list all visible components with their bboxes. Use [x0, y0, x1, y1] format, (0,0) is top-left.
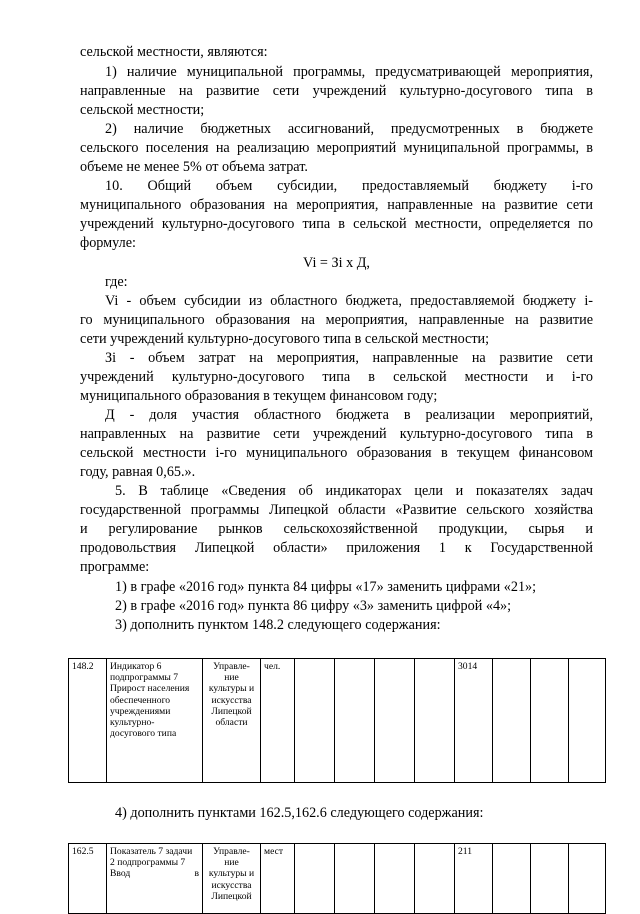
unit: чел.: [261, 659, 295, 783]
empty-cell: [493, 844, 531, 914]
text-line: программе:: [80, 559, 150, 575]
empty-cell: [335, 844, 375, 914]
text-line: 2) наличие бюджетных ассигнований, предусмотренных в бюджете: [105, 121, 593, 137]
indicator-name-word: Ввод: [110, 868, 131, 880]
table-row: [69, 844, 606, 914]
text-line: 5. В таблице «Сведения об индикаторах цели и показателях задач: [115, 483, 593, 499]
text-line: сельского поселения на реализацию мероприятий муниципальной программы, в: [80, 140, 593, 156]
empty-cell: [415, 659, 455, 783]
responsible-body: Управле-ние культуры и искусства Липецкой: [203, 844, 261, 914]
text-line: 3) дополнить пунктом 148.2 следующего содержания:: [115, 617, 441, 633]
text-line: направленных на развитие сети учреждений культурно-досугового типа в: [80, 426, 593, 442]
unit: мест: [261, 844, 295, 914]
text-line: Д - доля участия областного бюджета в реализации мероприятий,: [105, 407, 593, 423]
text-line: муниципального образования в текущем финансовом году;: [80, 388, 438, 404]
table-row: [69, 659, 606, 783]
text-line: направленные на развитие сети учреждений культурно-досугового типа в: [80, 83, 593, 99]
value-cell: 211: [455, 844, 493, 914]
text-line: 4) дополнить пунктами 162.5,162.6 следующего содержания:: [115, 805, 484, 821]
formula: Vi = Зi х Д,: [303, 255, 370, 271]
text-line: 10. Общий объем субсидии, предоставляемый бюджету i-го: [105, 178, 593, 194]
empty-cell: [335, 659, 375, 783]
text-line: формуле:: [80, 235, 136, 251]
empty-cell: [415, 844, 455, 914]
indicator-name-word: в: [194, 868, 199, 880]
indicator-table-148-2: [68, 658, 606, 783]
text-line: сельской местности i-го муниципального образования в текущем финансовом: [80, 445, 593, 461]
text-line: 2) в графе «2016 год» пункта 86 цифру «3» заменить цифрой «4»;: [115, 598, 512, 614]
empty-cell: [569, 844, 606, 914]
text-line: 1) наличие муниципальной программы, предусматривающей мероприятия,: [105, 64, 593, 80]
indicator-table-162-5: [68, 843, 606, 914]
empty-cell: [569, 659, 606, 783]
text-line: сети учреждений культурно-досугового типа в сельской местности;: [80, 331, 490, 347]
text-line: продовольствия Липецкой области» приложения 1 к Государственной: [80, 540, 593, 556]
row-number: 148.2: [69, 659, 107, 783]
text-line: году, равная 0,65.».: [80, 464, 196, 480]
empty-cell: [375, 659, 415, 783]
indicator-name: Индикатор 6 подпрограммы 7 Прирост населения обеспеченного учреждениями культурно-досугового типа: [107, 659, 203, 783]
empty-cell: [531, 844, 569, 914]
text-line: сельской местности, являются:: [80, 44, 268, 60]
text-line: где:: [105, 274, 128, 290]
text-line: объеме не менее 5% от объема затрат.: [80, 159, 308, 175]
indicator-name-text: Показатель 7 задачи 2 подпрограммы 7: [110, 846, 193, 869]
responsible-body: Управле-ние культуры и искусства Липецкой области: [203, 659, 261, 783]
text-line: учреждений культурно-досугового типа в сельской местности и i-го: [80, 369, 593, 385]
empty-cell: [295, 844, 335, 914]
empty-cell: [375, 844, 415, 914]
value-cell: 3014: [455, 659, 493, 783]
empty-cell: [493, 659, 531, 783]
empty-cell: [295, 659, 335, 783]
text-line: муниципального образования на мероприятия, направленные на развитие сети: [80, 197, 593, 213]
text-line: Vi - объем субсидии из областного бюджета, предоставляемой бюджету i-: [105, 293, 593, 309]
row-number: 162.5: [69, 844, 107, 914]
text-line: сельской местности;: [80, 102, 205, 118]
text-line: Зi - объем затрат на мероприятия, направленные на развитие сети: [105, 350, 593, 366]
text-line: учреждений культурно-досугового типа в сельской местности, определяется по: [80, 216, 593, 232]
text-line: государственной программы Липецкой области «Развитие сельского хозяйства: [80, 502, 593, 518]
empty-cell: [531, 659, 569, 783]
indicator-name: [107, 844, 203, 914]
text-line: 1) в графе «2016 год» пункта 84 цифры «17» заменить цифрами «21»;: [115, 579, 537, 595]
indicator-name-line: [110, 868, 199, 879]
text-line: го муниципального образования на мероприятия, направленные на развитие: [80, 312, 593, 328]
text-line: и регулирование рынков сельскохозяйственной продукции, сырья и: [80, 521, 593, 537]
